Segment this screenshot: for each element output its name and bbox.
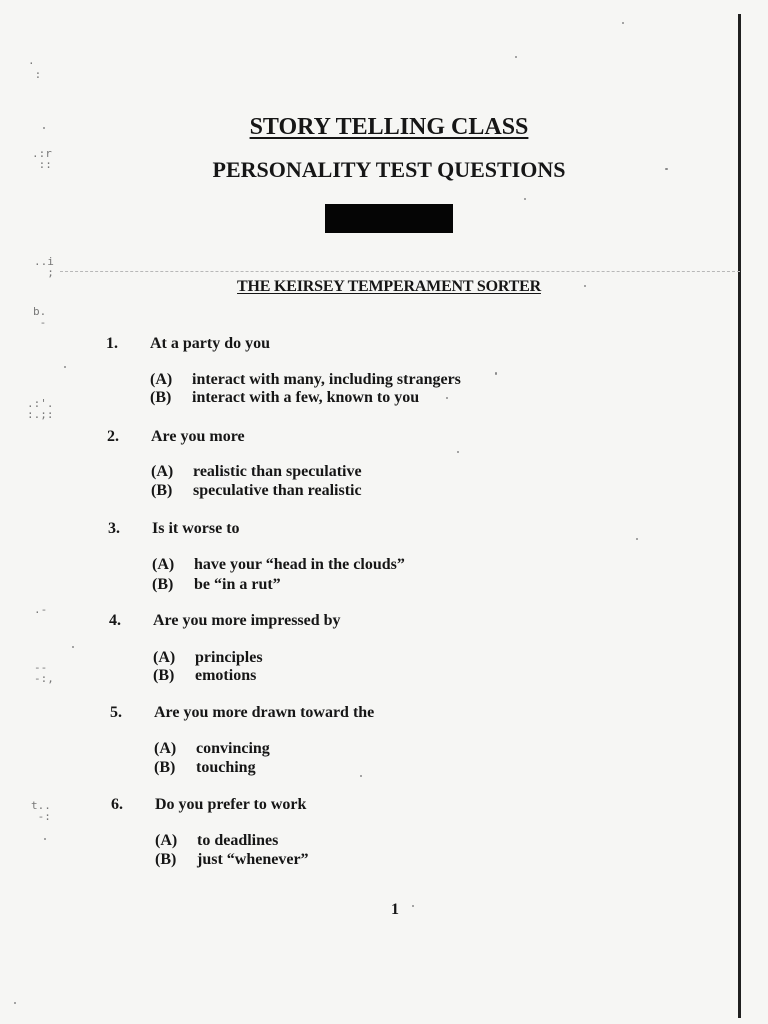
option-label: (A) [150,371,173,388]
question-text: Are you more impressed by [153,612,341,629]
scan-speck [515,56,517,58]
option-b [155,851,309,869]
scan-speck [72,646,74,648]
redaction-box [325,204,453,233]
scan-artifact: ..i ; [34,255,54,279]
option-b [153,667,256,685]
option-b [154,759,256,777]
scan-fold-line [60,271,740,272]
scan-speck [622,22,624,24]
scan-artifact: b. - [33,305,47,329]
option-text: have your “head in the clouds” [194,556,405,573]
option-label: (B) [153,667,175,684]
question-number: 6. [111,796,123,813]
option-label: (B) [151,482,173,499]
scan-artifact: .:'. :.;: [27,397,54,421]
scan-speck [584,285,586,287]
document-title: STORY TELLING CLASS [249,114,529,140]
question-text: Are you more [151,428,245,445]
option-label: (A) [152,556,175,573]
scan-speck [636,538,638,540]
scan-speck [44,838,46,840]
question-number: 5. [110,704,122,721]
scan-speck [43,127,45,129]
question-number: 1. [106,335,118,352]
question-number: 4. [109,612,121,629]
option-text: convincing [196,740,270,757]
option-text: principles [195,649,263,666]
scan-speck [360,775,362,777]
option-b [152,576,281,594]
scan-speck [457,451,459,453]
option-label: (B) [152,576,174,593]
scan-speck [524,198,526,200]
scan-artifact: -- -:, [34,661,54,685]
question-number: 3. [108,520,120,537]
question-text: Are you more drawn toward the [154,704,375,721]
option-label: (A) [151,463,174,480]
option-a [153,649,263,667]
option-text: speculative than realistic [193,482,362,499]
option-a [151,463,362,481]
question-text: Is it worse to [152,520,240,537]
scan-speck [665,168,668,170]
option-label: (A) [155,832,178,849]
option-label: (B) [150,389,172,406]
option-text: interact with a few, known to you [192,389,420,406]
option-label: (B) [155,851,177,868]
scan-artifact: .- [34,603,48,616]
scan-artifact: · : [28,57,42,81]
option-label: (B) [154,759,176,776]
option-b [151,482,362,500]
section-title: THE KEIRSEY TEMPERAMENT SORTER [237,278,541,295]
scan-speck [412,905,414,907]
question-text: At a party do you [150,335,271,352]
option-text: touching [196,759,256,776]
option-text: realistic than speculative [193,463,362,480]
scan-speck [64,366,66,368]
page-number: 1 [391,901,399,918]
option-text: emotions [195,667,257,684]
scan-speck [495,372,497,375]
option-text: just “whenever” [197,851,309,868]
option-text: to deadlines [197,832,279,849]
option-text: be “in a rut” [194,576,281,593]
option-label: (A) [154,740,177,757]
option-text: interact with many, including strangers [192,371,461,388]
option-b [150,389,419,407]
option-a [155,832,278,850]
option-a [150,371,461,389]
scan-artifact: .:r :: [32,147,52,171]
option-a [154,740,270,758]
question-number: 2. [107,428,119,445]
option-label: (A) [153,649,176,666]
scan-artifact: t.. -: [31,799,51,823]
scan-speck [446,397,448,399]
document-subtitle: PERSONALITY TEST QUESTIONS [212,157,566,182]
scan-speck [14,1002,16,1004]
option-a [152,556,405,574]
question-text: Do you prefer to work [155,796,307,813]
